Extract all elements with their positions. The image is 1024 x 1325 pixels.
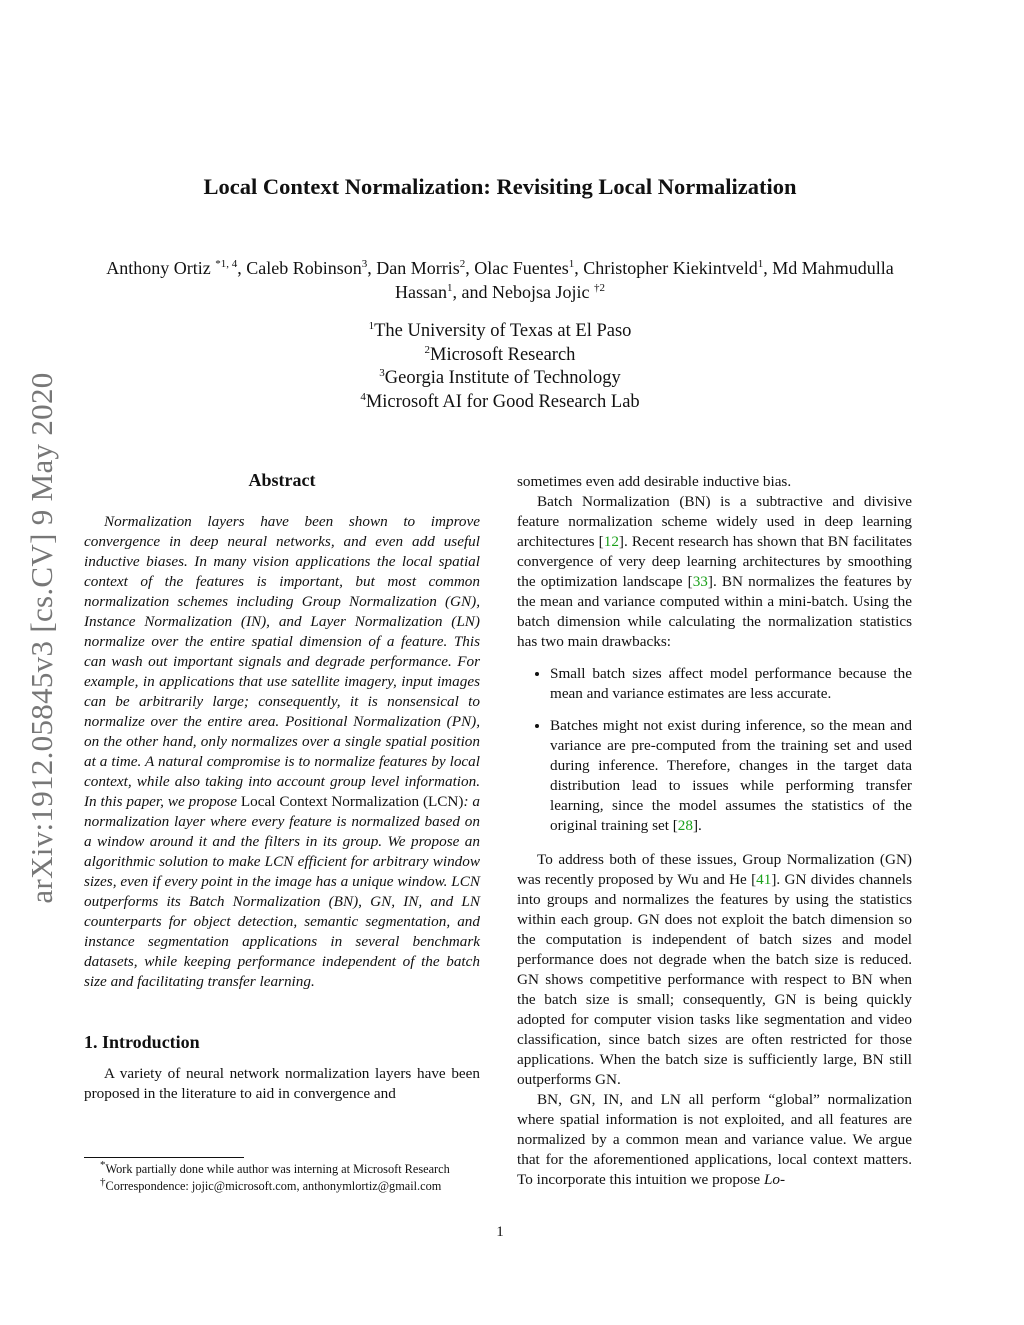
sep: ,	[763, 258, 773, 278]
author	[376, 258, 474, 278]
footnotes	[100, 1158, 490, 1195]
list-item: • Small batch sizes affect model performance because the mean and variance estimates are less accurate.	[550, 664, 912, 704]
affil-name: Microsoft AI for Good Research Lab	[365, 391, 640, 412]
intro-heading: 1. Introduction	[84, 1032, 200, 1052]
drawback-list	[517, 664, 912, 836]
footnote	[100, 1175, 490, 1195]
intro-paragraph	[517, 850, 912, 1090]
author	[583, 258, 772, 278]
text: Batch Normalization (BN) is a subtractive and divisive feature normalization scheme widely used in deep learning architectures [	[517, 493, 912, 550]
footnote-rule	[84, 1157, 244, 1158]
author-list	[100, 256, 900, 304]
author-name: Caleb Robinson	[246, 258, 362, 278]
affil-name: Georgia Institute of Technology	[384, 368, 621, 388]
paper-title: Local Context Normalization: Revisiting Local Normalization	[203, 174, 797, 199]
affiliation	[200, 320, 800, 344]
author-name: Anthony Ortiz	[106, 258, 211, 278]
left-column	[84, 470, 480, 1104]
author-name: Nebojsa Jojic	[492, 282, 590, 302]
sep: ,	[367, 258, 377, 278]
author	[492, 282, 605, 302]
sep: , and	[452, 282, 492, 302]
sep: ,	[574, 258, 584, 278]
footnote	[100, 1158, 490, 1178]
abstract-part: Normalization layers have been shown to improve convergence in deep neural networks, and even add useful inductive biases. In many vision applications the local spatial context of the features is important, but most common normalization schemes including Group Normalization (GN), Instance Normalization (IN), and Layer Normalization (LN) normalize over the entire spatial dimension of a feature. This can wash out important signals and degrade performance. For example, in applications that use satellite imagery, input images can be arbitrarily large; consequently, it is nonsensical to normalize over the entire area. Positional Normalization (PN), on the other hand, only normalizes over a single spatial position at a time. A natural compromise is to normalize features by local context, while also taking into account group level information. In this paper, we propose	[84, 513, 480, 810]
text: ]. Recent research has shown that BN facilitates convergence of very deep learning architectures by smoothing the optimization landscape [	[517, 533, 912, 590]
text: ].	[692, 817, 702, 834]
abstract-text	[84, 512, 480, 992]
text: Batches might not exist during inference, so the mean and variance are pre-computed from the training set and used during inference. Therefore, changes in the target data distribution lead to issues while performing transfer learning, since the model assumes the statistics of the original training set [	[550, 717, 912, 834]
affil-name: The University of Texas at El Paso	[374, 321, 632, 341]
text: To address both of these issues, Group Normalization (GN) was recently proposed by Wu and He [	[517, 851, 912, 888]
intro-paragraph: A variety of neural network normalization layers have been proposed in the literature to aid in convergence and	[84, 1065, 480, 1102]
affiliation	[200, 391, 800, 415]
author-sup: 1	[568, 258, 575, 270]
author-name: Christopher Kiekintveld	[583, 258, 758, 278]
affil-sup: 1	[368, 319, 375, 332]
affiliations	[200, 320, 800, 414]
author-sup: 1	[447, 282, 453, 294]
citation-link[interactable]: 28	[677, 817, 693, 834]
author-sup: *1, 4	[215, 258, 238, 270]
author-name: Dan Morris	[376, 258, 460, 278]
footnote-mark: †	[100, 1175, 106, 1188]
citation-link[interactable]: 12	[603, 533, 619, 550]
text: ]. GN divides channels into groups and normalizes the features by using the statistics within each group. GN does not exploit the batch dimension so the computation is independent of batch sizes and model performance does not degrade when the batch size is reduced. GN shows competitive performance with respect to BN when the batch size is small; consequently, GN is being quickly adopted for computer vision tasks like segmentation and video classification, since batch sizes are often restricted for those applications. When the batch size is sufficiently large, BN still outperforms GN.	[517, 871, 913, 1088]
citation-link[interactable]: 41	[756, 871, 772, 888]
affil-name: Microsoft Research	[430, 344, 576, 365]
author-sup: 3	[361, 258, 368, 270]
abstract-lcn: Local Context Normalization (LCN)	[240, 793, 464, 810]
footnote-mark: *	[100, 1158, 106, 1171]
footnote-text: Work partially done while author was interning at Microsoft Research	[105, 1162, 450, 1176]
affil-sup: 4	[360, 390, 366, 403]
author-name: Olac Fuentes	[474, 258, 569, 278]
author-sup: 1	[757, 258, 764, 270]
author-name: Md Mahmudulla Hassan	[395, 258, 894, 302]
affil-sup: 2	[424, 343, 431, 356]
author-sup: 2	[459, 258, 466, 270]
intro-paragraph-cont: sometimes even add desirable inductive bias.	[517, 473, 792, 490]
affiliation	[200, 367, 800, 391]
list-item	[550, 716, 912, 836]
right-column	[517, 472, 912, 1190]
text: Lo-	[763, 1171, 786, 1188]
arxiv-stamp: arXiv:1912.05845v3 [cs.CV] 9 May 2020	[24, 372, 59, 904]
intro-paragraph	[517, 1090, 912, 1190]
affil-sup: 3	[379, 366, 385, 379]
text: BN, GN, IN, and LN all perform “global” normalization where spatial information is not exploited, and all features are normalized by a common mean and variance value. We argue that for the aforementioned applications, local context matters. To incorporate this intuition we propose	[517, 1091, 912, 1188]
abstract-heading: Abstract	[248, 470, 316, 490]
affiliation	[200, 344, 800, 368]
abstract-part: : a normalization layer where every feature is normalized based on a window around it and the filters in its group. We propose an algorithmic solution to make LCN efficient for arbitrary window sizes, even if every point in the image has a unique window. LCN outperforms its Batch Normalization (BN), GN, IN, and LN counterparts for object detection, semantic segmentation, and instance segmentation applications in several benchmark datasets, while keeping performance independent of the batch size and facilitating transfer learning.	[84, 793, 481, 990]
intro-paragraph	[517, 492, 912, 652]
text: ]. BN normalizes the features by the mean and variance computed within a mini-batch. Using the batch dimension while calculating the normalization statistics has two main drawbacks:	[517, 573, 912, 650]
citation-link[interactable]: 33	[692, 573, 708, 590]
footnote-text: Correspondence: jojic@microsoft.com, anthonymlortiz@gmail.com	[105, 1179, 442, 1193]
author	[474, 258, 583, 278]
author	[106, 258, 246, 278]
author-sup: †2	[593, 282, 605, 294]
sep: ,	[237, 258, 247, 278]
author	[246, 258, 376, 278]
sep: ,	[465, 258, 475, 278]
page-number: 1	[496, 1224, 504, 1240]
